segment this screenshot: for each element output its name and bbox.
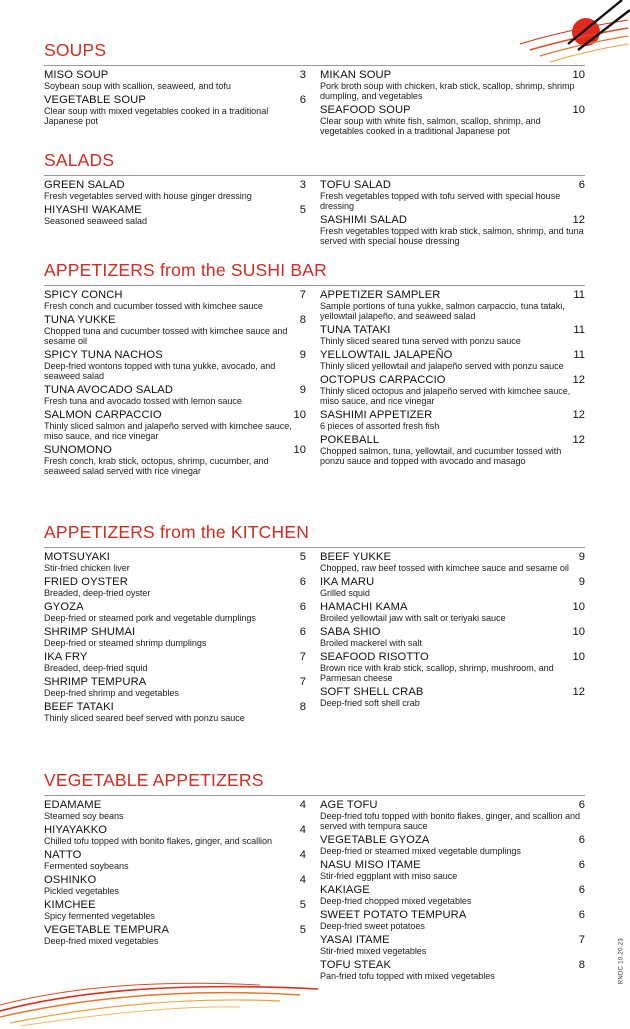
section-columns <box>44 799 587 1029</box>
menu-item <box>320 799 585 831</box>
item-name: OCTOPUS CARPACCIO <box>320 374 446 386</box>
item-price: 3 <box>299 179 306 191</box>
item-price: 5 <box>299 924 306 936</box>
item-price: 6 <box>578 909 585 921</box>
section-appetizers-from-the-sushi-bar <box>44 260 587 539</box>
menu-item <box>320 686 585 708</box>
item-name: SEAFOOD SOUP <box>320 104 411 116</box>
item-price: 4 <box>299 874 306 886</box>
item-price: 6 <box>299 94 306 106</box>
menu-item <box>44 874 306 896</box>
item-name: SHRIMP TEMPURA <box>44 676 147 688</box>
item-name: SWEET POTATO TEMPURA <box>320 909 467 921</box>
item-name: SPICY TUNA NACHOS <box>44 349 163 361</box>
menu-item <box>44 444 306 476</box>
item-price: 9 <box>578 576 585 588</box>
item-name: IKA MARU <box>320 576 375 588</box>
item-name: YELLOWTAIL JALAPEÑO <box>320 349 453 361</box>
item-name: TUNA AVOCADO SALAD <box>44 384 174 396</box>
left-column <box>44 69 306 129</box>
section-divider <box>44 547 585 548</box>
right-column <box>320 179 585 249</box>
item-price: 4 <box>299 849 306 861</box>
section-columns <box>44 551 587 786</box>
menu-item <box>320 69 585 101</box>
item-price: 6 <box>578 859 585 871</box>
menu-item <box>320 859 585 881</box>
print-code: RNDC 10.20.23 <box>618 938 624 985</box>
menu-item <box>44 384 306 406</box>
menu-item <box>320 289 585 321</box>
menu-item <box>44 349 306 381</box>
item-price: 4 <box>299 824 306 836</box>
item-name: POKEBALL <box>320 434 380 446</box>
right-column <box>320 289 585 469</box>
menu-item <box>320 651 585 683</box>
item-price: 11 <box>573 289 585 301</box>
section-title: SOUPS <box>44 40 107 60</box>
item-price: 10 <box>572 69 585 81</box>
menu-item <box>320 104 585 136</box>
item-description: Fresh tuna and avocado tossed with lemon sauce <box>44 396 242 406</box>
item-name: GREEN SALAD <box>44 179 125 191</box>
item-description: Thinly sliced salmon and jalapeño served with kimchee sauce, miso sauce, and rice vinegar <box>44 421 292 441</box>
menu-item <box>320 834 585 856</box>
item-price: 10 <box>572 601 585 613</box>
item-description: Deep-fried or steamed pork and vegetable dumplings <box>44 613 256 623</box>
left-column <box>44 179 306 229</box>
item-description: Fresh vegetables topped with tofu served with special house dressing <box>320 191 561 211</box>
item-description: Thinly sliced yellowtail and jalapeño served with ponzu sauce <box>320 361 564 371</box>
item-price: 10 <box>572 626 585 638</box>
item-name: TOFU STEAK <box>320 959 392 971</box>
item-description: Brown rice with krab stick, scallop, shrimp, mushroom, and Parmesan cheese <box>320 663 554 683</box>
item-description: Breaded, deep-fried squid <box>44 663 148 673</box>
menu-item <box>320 576 585 598</box>
item-price: 6 <box>578 884 585 896</box>
right-column <box>320 69 585 139</box>
item-description: Sample portions of tuna yukke, salmon carpaccio, tuna tataki, yellowtail jalapeño, and seaweed salad <box>320 301 565 321</box>
menu-item <box>44 899 306 921</box>
item-name: KAKIAGE <box>320 884 370 896</box>
menu-item <box>320 349 585 371</box>
item-name: AGE TOFU <box>320 799 378 811</box>
item-description: Chopped tuna and cucumber tossed with kimchee sauce and sesame oil <box>44 326 288 346</box>
item-price: 8 <box>299 701 306 713</box>
item-description: Deep-fried chopped mixed vegetables <box>320 896 472 906</box>
menu-item <box>44 94 306 126</box>
menu-item <box>44 204 306 226</box>
item-description: Pan-fried tofu topped with mixed vegetables <box>320 971 495 981</box>
item-name: NASU MISO ITAME <box>320 859 421 871</box>
item-description: Deep-fried sweet potatoes <box>320 921 425 931</box>
item-name: SUNOMONO <box>44 444 112 456</box>
item-description: Stir-fried chicken liver <box>44 563 130 573</box>
section-title: APPETIZERS from the SUSHI BAR <box>44 260 327 280</box>
item-price: 12 <box>572 409 585 421</box>
item-price: 9 <box>299 384 306 396</box>
menu-item <box>44 409 306 441</box>
menu-item <box>320 434 585 466</box>
item-name: MIKAN SOUP <box>320 69 392 81</box>
menu-item <box>320 934 585 956</box>
item-description: Deep-fried tofu topped with bonito flakes, ginger, and scallion and served with tempura sauce <box>320 811 581 831</box>
item-price: 9 <box>578 551 585 563</box>
item-name: SOFT SHELL CRAB <box>320 686 424 698</box>
item-description: 6 pieces of assorted fresh fish <box>320 421 440 431</box>
item-description: Clear soup with mixed vegetables cooked in a traditional Japanese pot <box>44 106 269 126</box>
menu-item <box>320 324 585 346</box>
section-divider <box>44 795 585 796</box>
item-name: HAMACHI KAMA <box>320 601 408 613</box>
item-description: Deep-fried or steamed mixed vegetable dumplings <box>320 846 521 856</box>
left-column <box>44 551 306 726</box>
item-name: BEEF TATAKI <box>44 701 114 713</box>
item-name: VEGETABLE TEMPURA <box>44 924 170 936</box>
item-description: Fresh conch, krab stick, octopus, shrimp, cucumber, and seaweed salad served with rice vinegar <box>44 456 269 476</box>
menu-item <box>320 909 585 931</box>
item-name: TUNA YUKKE <box>44 314 116 326</box>
item-name: SASHIMI APPETIZER <box>320 409 433 421</box>
menu-item <box>320 179 585 211</box>
item-name: SALMON CARPACCIO <box>44 409 162 421</box>
menu-item <box>44 314 306 346</box>
item-name: SASHIMI SALAD <box>320 214 408 226</box>
menu-item <box>44 69 306 91</box>
item-price: 3 <box>299 69 306 81</box>
item-name: TOFU SALAD <box>320 179 392 191</box>
item-description: Thinly sliced octopus and jalapeño served with kimchee sauce, miso sauce, and rice vinegar <box>320 386 571 406</box>
section-divider <box>44 175 585 176</box>
item-name: VEGETABLE SOUP <box>44 94 146 106</box>
item-description: Broiled mackerel with salt <box>320 638 422 648</box>
item-name: SPICY CONCH <box>44 289 123 301</box>
item-name: EDAMAME <box>44 799 102 811</box>
menu-item <box>44 576 306 598</box>
item-price: 11 <box>573 324 585 336</box>
item-name: GYOZA <box>44 601 84 613</box>
item-description: Deep-fried mixed vegetables <box>44 936 159 946</box>
item-price: 10 <box>572 104 585 116</box>
item-name: FRIED OYSTER <box>44 576 128 588</box>
item-price: 6 <box>578 799 585 811</box>
item-description: Chilled tofu topped with bonito flakes, ginger, and scallion <box>44 836 273 846</box>
item-price: 6 <box>578 834 585 846</box>
item-price: 12 <box>572 434 585 446</box>
item-description: Fresh vegetables served with house ginger dressing <box>44 191 252 201</box>
item-name: BEEF YUKKE <box>320 551 392 563</box>
item-name: NATTO <box>44 849 82 861</box>
item-price: 8 <box>578 959 585 971</box>
item-description: Clear soup with white fish, salmon, scallop, shrimp, and vegetables cooked in a traditional Japanese pot <box>320 116 541 136</box>
item-name: TUNA TATAKI <box>320 324 391 336</box>
item-description: Deep-fried wontons topped with tuna yukke, avocado, and seaweed salad <box>44 361 276 381</box>
item-price: 8 <box>299 314 306 326</box>
item-price: 7 <box>578 934 585 946</box>
item-price: 9 <box>299 349 306 361</box>
item-price: 10 <box>293 409 306 421</box>
section-divider <box>44 65 585 66</box>
section-title: VEGETABLE APPETIZERS <box>44 770 264 790</box>
item-name: APPETIZER SAMPLER <box>320 289 441 301</box>
item-name: KIMCHEE <box>44 899 96 911</box>
item-price: 6 <box>578 179 585 191</box>
item-description: Fresh vegetables topped with krab stick, salmon, shrimp, and tuna served with special house dressing <box>320 226 584 246</box>
item-price: 6 <box>299 576 306 588</box>
section-columns <box>44 289 587 539</box>
menu-item <box>320 214 585 246</box>
section-vegetable-appetizers <box>44 770 587 1029</box>
item-name: MISO SOUP <box>44 69 109 81</box>
menu-item <box>44 701 306 723</box>
item-description: Thinly sliced seared beef served with ponzu sauce <box>44 713 245 723</box>
menu-item <box>44 824 306 846</box>
section-appetizers-from-the-kitchen <box>44 522 587 786</box>
item-price: 7 <box>299 651 306 663</box>
item-price: 10 <box>293 444 306 456</box>
item-description: Deep-fried or steamed shrimp dumplings <box>44 638 207 648</box>
item-name: MOTSUYAKI <box>44 551 110 563</box>
item-name: HIYASHI WAKAME <box>44 204 142 216</box>
item-price: 4 <box>299 799 306 811</box>
item-price: 5 <box>299 204 306 216</box>
item-description: Fermented soybeans <box>44 861 129 871</box>
item-description: Spicy fermented vegetables <box>44 911 155 921</box>
item-description: Broiled yellowtail jaw with salt or teriyaki sauce <box>320 613 506 623</box>
item-description: Stir-fried eggplant with miso sauce <box>320 871 458 881</box>
menu-item <box>320 626 585 648</box>
item-description: Chopped, raw beef tossed with kimchee sauce and sesame oil <box>320 563 569 573</box>
item-price: 7 <box>299 289 306 301</box>
item-description: Seasoned seaweed salad <box>44 216 148 226</box>
item-price: 7 <box>299 676 306 688</box>
item-name: OSHINKO <box>44 874 97 886</box>
item-price: 6 <box>299 601 306 613</box>
item-price: 5 <box>299 551 306 563</box>
item-description: Stir-fried mixed vegetables <box>320 946 427 956</box>
item-description: Thinly sliced seared tuna served with ponzu sauce <box>320 336 521 346</box>
menu-item <box>44 799 306 821</box>
item-name: SEAFOOD RISOTTO <box>320 651 429 663</box>
menu-item <box>44 676 306 698</box>
item-description: Breaded, deep-fried oyster <box>44 588 151 598</box>
item-description: Chopped salmon, tuna, yellowtail, and cucumber tossed with ponzu sauce and topped with avocado and masago <box>320 446 562 466</box>
item-price: 12 <box>572 214 585 226</box>
item-name: YASAI ITAME <box>320 934 390 946</box>
section-title: SALADS <box>44 150 115 170</box>
item-name: IKA FRY <box>44 651 88 663</box>
item-description: Grilled squid <box>320 588 370 598</box>
item-price: 6 <box>299 626 306 638</box>
menu-item <box>44 179 306 201</box>
menu-item <box>44 551 306 573</box>
item-name: SABA SHIO <box>320 626 381 638</box>
menu-item <box>320 409 585 431</box>
item-name: HIYAYAKKO <box>44 824 108 836</box>
item-price: 10 <box>572 651 585 663</box>
menu-item <box>320 884 585 906</box>
item-price: 5 <box>299 899 306 911</box>
menu-item <box>320 551 585 573</box>
item-name: SHRIMP SHUMAI <box>44 626 136 638</box>
item-price: 11 <box>573 349 585 361</box>
item-name: VEGETABLE GYOZA <box>320 834 430 846</box>
menu-item <box>44 849 306 871</box>
menu-item <box>320 374 585 406</box>
menu-item <box>44 924 306 946</box>
left-column <box>44 799 306 949</box>
section-title: APPETIZERS from the KITCHEN <box>44 522 310 542</box>
menu-item <box>44 626 306 648</box>
menu-item <box>44 601 306 623</box>
item-description: Pickled vegetables <box>44 886 119 896</box>
item-description: Pork broth soup with chicken, krab stick, scallop, shrimp, shrimp dumpling, and vegetables <box>320 81 575 101</box>
item-description: Deep-fried soft shell crab <box>320 698 420 708</box>
item-description: Steamed soy beans <box>44 811 124 821</box>
item-price: 12 <box>572 374 585 386</box>
item-description: Fresh conch and cucumber tossed with kimchee sauce <box>44 301 263 311</box>
menu-item <box>320 959 585 981</box>
menu-item <box>44 289 306 311</box>
item-description: Deep-fried shrimp and vegetables <box>44 688 179 698</box>
item-description: Soybean soup with scallion, seaweed, and tofu <box>44 81 231 91</box>
left-column <box>44 289 306 479</box>
section-divider <box>44 285 585 286</box>
right-column <box>320 551 585 711</box>
item-price: 12 <box>572 686 585 698</box>
right-column <box>320 799 585 984</box>
menu-item <box>44 651 306 673</box>
menu-item <box>320 601 585 623</box>
